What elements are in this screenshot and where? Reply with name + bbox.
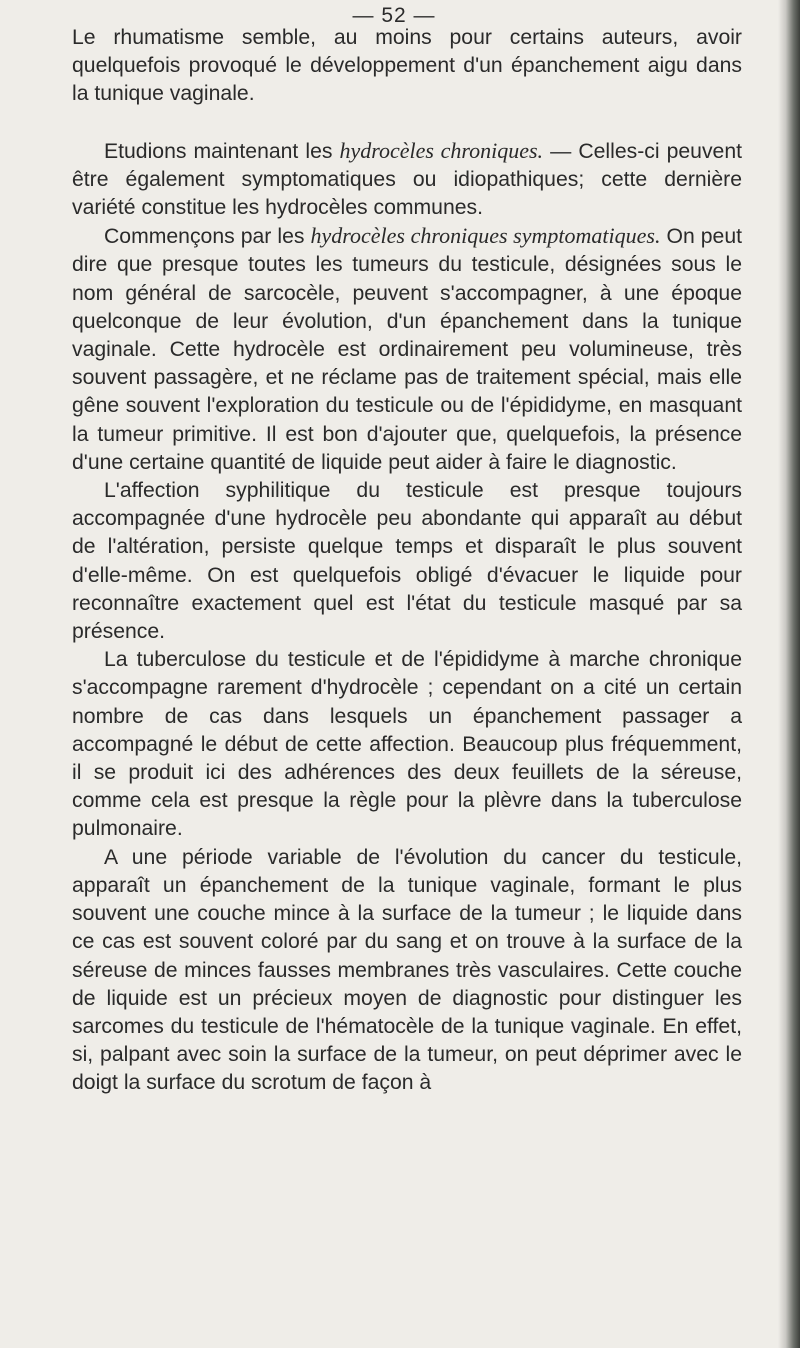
italic-term: hydrocèles chroniques. — [339, 137, 544, 163]
page-edge-shadow — [778, 0, 800, 1348]
paragraph-symptomatiques — [72, 222, 742, 477]
paragraph-text: — Celles-ci peuvent être également symptomatiques ou idiopathiques; cette dernière variété constitue les hydrocèles communes. — [72, 139, 742, 220]
paragraph-rhumatisme: Le rhumatisme semble, au moins pour certains auteurs, avoir quelquefois provoqué le développement d'un épanchement aigu dans la tunique vaginale. — [72, 26, 742, 106]
italic-term: hydrocèles chroniques symptomatiques. — [310, 223, 661, 249]
page-number: — 52 — — [352, 4, 436, 27]
paragraph-text: Commençons par les — [104, 225, 311, 249]
paragraph-gap — [72, 109, 742, 137]
paragraph-text: Etudions maintenant les — [104, 139, 340, 163]
paragraph-tuberculose: La tuberculose du testicule et de l'épididyme à marche chronique s'accompagne rarement d'hydrocèle ; cependant on a cité un certain nombre de cas dans lesquels un épanchement passager a accompagné le début de cette affection. Beaucoup plus fréquemment, il se produit ici des adhérences des deux feuillets de la séreuse, comme cela est presque la règle pour la plèvre dans la tuberculose pulmonaire. — [72, 648, 742, 841]
paragraph-cancer: A une période variable de l'évolution du cancer du testicule, apparaît un épanchement de la tunique vaginale, formant le plus souvent une couche mince à la surface de la tumeur ; le liquide dans ce cas est souvent coloré par du sang et on trouve à la surface de la séreuse de minces fausses membranes très vasculaires. Cette couche de liquide est un précieux moyen de diagnostic pour distinguer les sarcomes du testicule de l'hématocèle de la tunique vaginale. En effet, si, palpant avec soin la surface de la tumeur, on peut déprimer avec le doigt la surface du scrotum de façon à — [72, 845, 742, 1095]
paragraph-text: On peut dire que presque toutes les tumeurs du testicule, désignées sous le nom général de sarcocèle, peuvent s'accompagner, à une époque quelconque de leur évolution, d'un épanchement dans la tunique vaginale. Cette hydrocèle est ordinairement peu volumineuse, très souvent passagère, et ne réclame pas de traitement spécial, mais elle gêne souvent l'exploration du testicule ou de l'épididyme, en masquant la tumeur primitive. Il est bon d'ajouter que, quelquefois, la présence d'une certaine quantité de liquide peut aider à faire le diagnostic. — [72, 225, 742, 474]
paragraph-hydroceles-chroniques — [72, 137, 742, 223]
paragraph-syphilitique: L'affection syphilitique du testicule est presque toujours accompagnée d'une hydrocèle peu abondante qui apparaît au début de l'altération, persiste quelque temps et disparaît le plus souvent d'elle-même. On est quelquefois obligé d'évacuer le liquide pour reconnaître exactement quel est l'état du testicule masqué par sa présence. — [72, 479, 742, 644]
body-text — [72, 24, 742, 1098]
